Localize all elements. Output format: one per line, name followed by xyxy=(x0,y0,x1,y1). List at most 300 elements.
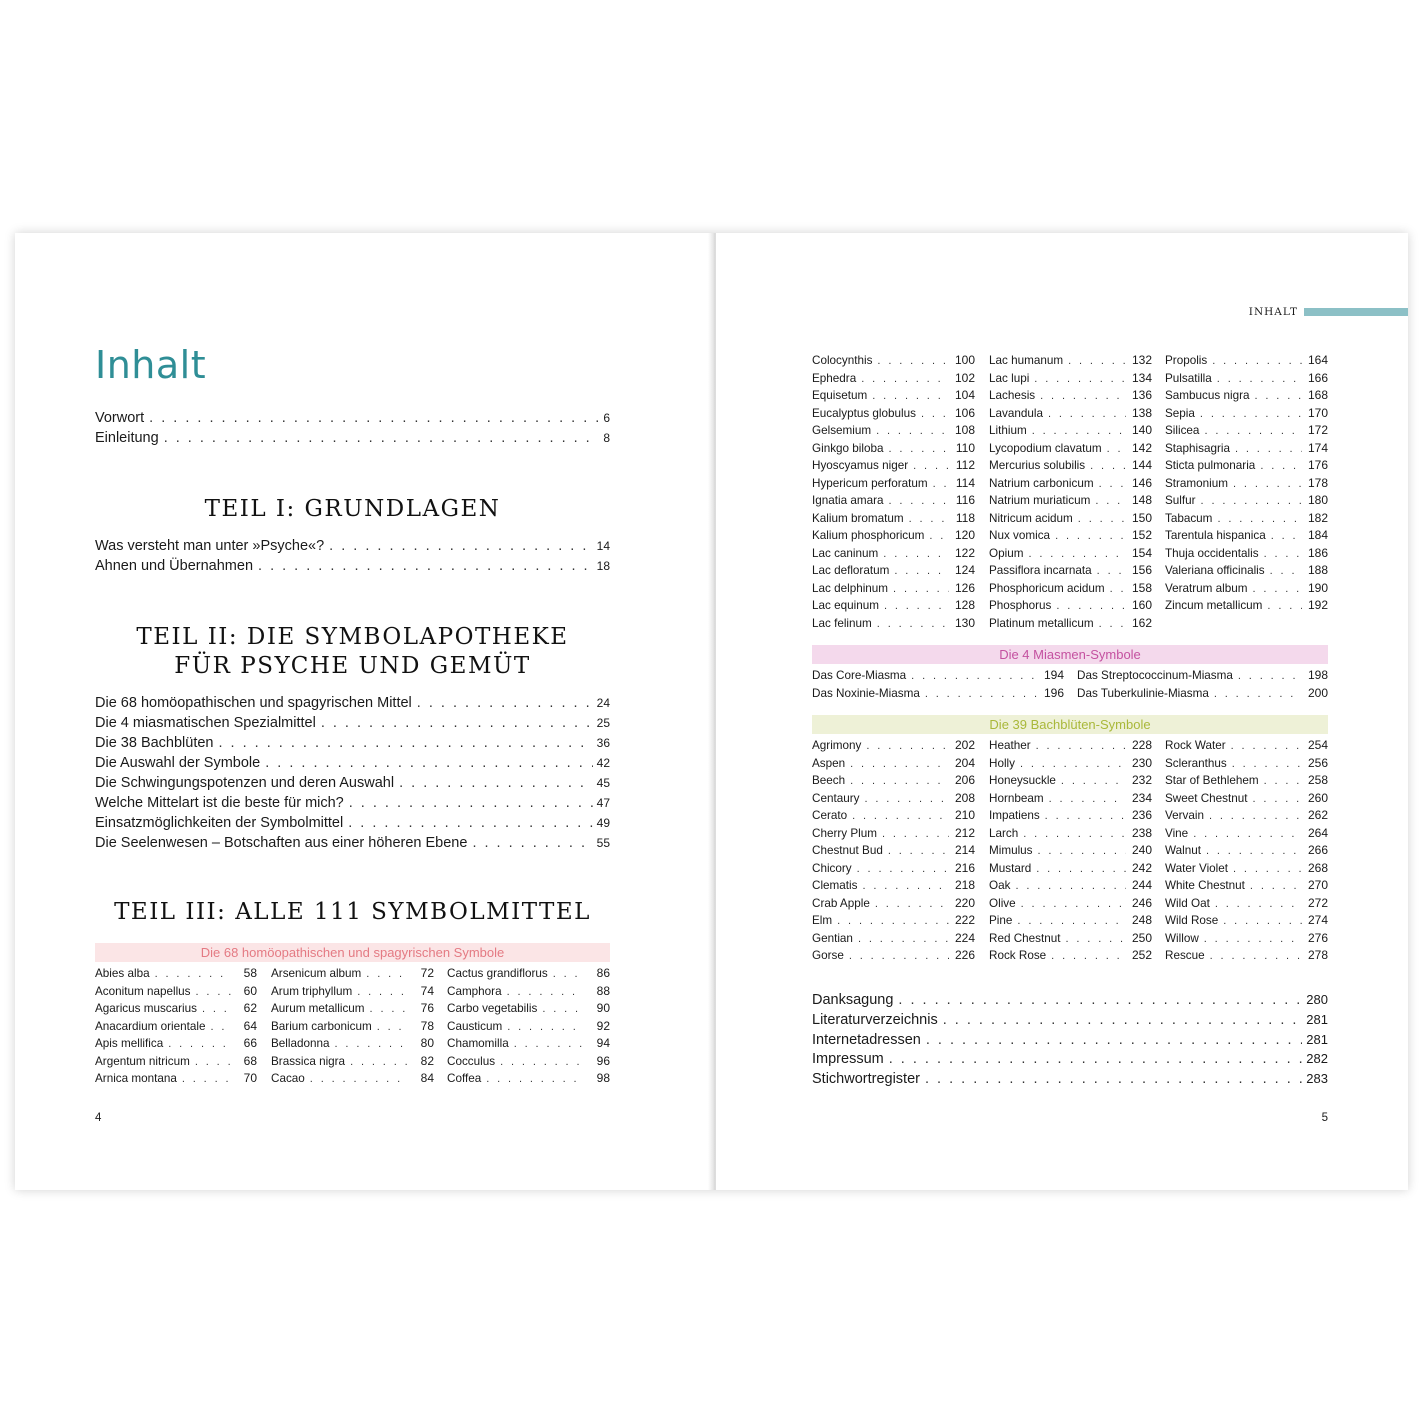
bach-entry[interactable] xyxy=(1165,860,1328,878)
bach-page: 206 xyxy=(954,773,975,787)
remedy-page: 78 xyxy=(420,1018,434,1033)
remedy-page: 176 xyxy=(1307,458,1328,472)
remedy-label: Sulfur xyxy=(1165,494,1196,507)
bach-label: Red Chestnut xyxy=(989,931,1061,945)
toc-entry-page: 18 xyxy=(596,559,610,573)
remedy-entry[interactable] xyxy=(1165,422,1328,440)
toc-entry-page: 47 xyxy=(596,796,610,810)
bach-page: 228 xyxy=(1131,738,1152,752)
toc-entry[interactable] xyxy=(95,813,610,833)
remedy-entry[interactable] xyxy=(447,1035,610,1053)
toc-entry-page: 42 xyxy=(596,756,610,770)
running-head-bar xyxy=(1304,308,1408,316)
bach-label: Aspen xyxy=(812,756,846,770)
bach-entry[interactable] xyxy=(1165,755,1328,773)
remedy-entry[interactable] xyxy=(989,440,1152,458)
remedy-entry[interactable] xyxy=(812,387,975,405)
bach-page: 212 xyxy=(954,825,975,840)
remedy-column xyxy=(95,965,257,1088)
toc-entry[interactable] xyxy=(95,833,610,853)
remedy-label: Arnica montana xyxy=(95,1072,177,1085)
remedy-label: Lac felinum xyxy=(812,616,872,630)
bach-entry[interactable] xyxy=(812,825,975,843)
bach-entry[interactable] xyxy=(812,860,975,878)
bach-entry[interactable] xyxy=(812,842,975,860)
toc-entry-page: 45 xyxy=(596,776,610,790)
remedy-entry[interactable] xyxy=(95,983,257,1001)
remedy-label: Passiflora incarnata xyxy=(989,564,1092,577)
bach-entry[interactable] xyxy=(989,895,1152,913)
bach-page: 226 xyxy=(954,948,975,962)
bach-page: 232 xyxy=(1131,773,1152,787)
bach-label: Heather xyxy=(989,739,1031,752)
remedy-entry[interactable] xyxy=(271,1053,434,1071)
remedy-page: 144 xyxy=(1131,458,1152,472)
remedy-label: Phosphoricum acidum xyxy=(989,581,1105,595)
remedy-entry[interactable] xyxy=(95,1018,257,1036)
remedy-entry[interactable] xyxy=(1165,562,1328,580)
remedy-entry[interactable] xyxy=(812,422,975,440)
remedy-entry[interactable] xyxy=(1165,527,1328,545)
remedy-page: 162 xyxy=(1131,615,1152,630)
bach-page: 250 xyxy=(1131,930,1152,945)
bach-label: Gentian xyxy=(812,931,853,945)
remedy-label: Eucalyptus globulus xyxy=(812,406,916,420)
miasm-entry[interactable] xyxy=(1077,667,1328,685)
bach-label: Vine xyxy=(1165,826,1189,840)
bach-page: 264 xyxy=(1307,825,1328,840)
bach-label: Water Violet xyxy=(1165,861,1229,875)
remedy-label: Pulsatilla xyxy=(1165,371,1212,385)
bach-entry[interactable] xyxy=(812,790,975,808)
bach-page: 238 xyxy=(1131,825,1152,840)
remedy-label: Brassica nigra xyxy=(271,1054,346,1068)
remedy-label: Tarentula hispanica xyxy=(1165,529,1266,542)
toc-entry[interactable] xyxy=(812,1049,1328,1069)
remedy-page: 74 xyxy=(420,983,434,998)
remedy-label: Sambucus nigra xyxy=(1165,389,1250,402)
miasm-column xyxy=(812,667,1064,702)
toc-entry-page: 25 xyxy=(596,716,610,730)
bach-page: 240 xyxy=(1131,843,1152,857)
bach-entry[interactable] xyxy=(812,772,975,790)
remedy-entry[interactable] xyxy=(989,457,1152,475)
remedy-entry[interactable] xyxy=(271,1070,434,1088)
bach-page: 210 xyxy=(954,808,975,822)
book-spread xyxy=(15,233,1408,1190)
remedy-entry[interactable] xyxy=(989,510,1152,528)
remedy-entry[interactable] xyxy=(812,562,975,580)
remedy-entry[interactable] xyxy=(1165,370,1328,388)
bach-entry[interactable] xyxy=(812,877,975,895)
toc-entry-label: Einleitung xyxy=(95,430,159,446)
remedy-entry[interactable] xyxy=(812,545,975,563)
remedy-entry[interactable] xyxy=(989,352,1152,370)
bach-label: Oak xyxy=(989,879,1011,892)
bach-label: Hornbeam xyxy=(989,791,1044,805)
part3-heading: TEIL III: ALLE 111 SYMBOLMITTEL xyxy=(114,899,591,925)
remedy-label: Chamomilla xyxy=(447,1037,509,1050)
remedy-label: Causticum xyxy=(447,1019,503,1033)
remedy-page: 164 xyxy=(1307,353,1328,367)
remedy-label: Colocynthis xyxy=(812,354,873,367)
remedy-entry[interactable] xyxy=(95,1053,257,1071)
bach-entry[interactable] xyxy=(1165,895,1328,913)
remedy-entry[interactable] xyxy=(1165,475,1328,493)
bach-entry[interactable] xyxy=(812,737,975,755)
remedy-page: 58 xyxy=(243,966,257,980)
bach-entry[interactable] xyxy=(812,755,975,773)
remedy-entry[interactable] xyxy=(1165,492,1328,510)
remedy-page: 130 xyxy=(954,615,975,630)
remedy-page: 136 xyxy=(1131,388,1152,402)
bach-entry[interactable] xyxy=(1165,930,1328,948)
remedy-page: 94 xyxy=(596,1036,610,1050)
toc-entry[interactable] xyxy=(812,1030,1328,1050)
remedy-page: 150 xyxy=(1131,510,1152,525)
remedy-label: Argentum nitricum xyxy=(95,1054,190,1068)
bach-entry[interactable] xyxy=(1165,842,1328,860)
bach-page: 236 xyxy=(1131,808,1152,822)
remedy-page: 148 xyxy=(1131,493,1152,507)
bach-entry[interactable] xyxy=(812,930,975,948)
remedy-entry[interactable] xyxy=(812,597,975,615)
bach-page: 266 xyxy=(1307,843,1328,857)
part2-heading xyxy=(95,623,610,681)
bach-page: 270 xyxy=(1307,878,1328,892)
remedy-page: 124 xyxy=(954,563,975,577)
remedy-label: Arum triphyllum xyxy=(271,984,353,998)
bach-entry[interactable] xyxy=(989,790,1152,808)
bach-label: Walnut xyxy=(1165,844,1201,857)
remedy-page: 172 xyxy=(1307,423,1328,437)
miasm-page: 198 xyxy=(1307,668,1328,682)
remedy-entry[interactable] xyxy=(989,615,1152,633)
bach-page: 202 xyxy=(954,738,975,752)
remedy-entry[interactable] xyxy=(447,1070,610,1088)
remedy-page: 80 xyxy=(420,1036,434,1050)
remedy-entry[interactable] xyxy=(447,1000,610,1018)
remedy-page: 134 xyxy=(1131,370,1152,385)
remedy-page: 120 xyxy=(954,528,975,542)
part1-heading: TEIL I: GRUNDLAGEN xyxy=(204,496,501,522)
remedy-entry[interactable] xyxy=(812,440,975,458)
bach-column xyxy=(812,737,975,965)
remedy-entry[interactable] xyxy=(812,492,975,510)
remedy-entry[interactable] xyxy=(271,1000,434,1018)
toc-entry-label: Stichwortregister xyxy=(812,1071,920,1088)
remedy-page: 96 xyxy=(596,1053,610,1068)
toc-entry[interactable] xyxy=(95,753,610,773)
remedy-entry[interactable] xyxy=(989,387,1152,405)
remedy-page: 118 xyxy=(955,510,975,525)
remedy-label: Gelsemium xyxy=(812,424,872,437)
remedy-page: 188 xyxy=(1307,563,1328,577)
bach-page: 258 xyxy=(1307,773,1328,787)
remedy-entry[interactable] xyxy=(989,580,1152,598)
intro-list xyxy=(95,408,610,448)
remedy-page: 184 xyxy=(1307,528,1328,542)
remedy-entry[interactable] xyxy=(271,1035,434,1053)
remedy-entry[interactable] xyxy=(989,405,1152,423)
remedy-page: 122 xyxy=(954,545,975,560)
toc-entry-label: Literaturverzeichnis xyxy=(812,1011,938,1028)
toc-entry[interactable] xyxy=(95,773,610,793)
toc-entry-label: Die Seelenwesen – Botschaften aus einer höheren Ebene xyxy=(95,835,468,851)
bach-page: 274 xyxy=(1307,913,1328,927)
remedy-label: Lac equinum xyxy=(812,599,879,612)
toc-entry-page: 6 xyxy=(603,411,610,425)
miasm-label: Das Noxinie-Miasma xyxy=(812,686,920,700)
remedy-label: Aurum metallicum xyxy=(271,1002,365,1015)
bach-label: Wild Rose xyxy=(1165,914,1219,927)
toc-entry[interactable] xyxy=(95,428,610,448)
bach-entry[interactable] xyxy=(1165,737,1328,755)
remedy-page: 126 xyxy=(954,580,975,595)
miasm-entry[interactable] xyxy=(812,685,1064,703)
bach-entry[interactable] xyxy=(989,807,1152,825)
remedy-entry[interactable] xyxy=(447,983,610,1001)
remedy-page: 86 xyxy=(596,966,610,980)
miasm-page: 194 xyxy=(1043,668,1064,682)
remedy-entry[interactable] xyxy=(271,1018,434,1036)
remedy-page: 82 xyxy=(420,1053,434,1068)
toc-entry-page: 280 xyxy=(1306,992,1328,1007)
remedy-entry[interactable] xyxy=(95,1070,257,1088)
remedy-label: Abies alba xyxy=(95,967,150,980)
remedy-entry[interactable] xyxy=(1165,352,1328,370)
remedy-entry[interactable] xyxy=(812,527,975,545)
remedy-label: Zincum metallicum xyxy=(1165,599,1263,612)
bach-label: Mimulus xyxy=(989,844,1033,857)
remedy-label: Ephedra xyxy=(812,371,857,385)
bach-entry[interactable] xyxy=(1165,912,1328,930)
remedy-entry[interactable] xyxy=(1165,545,1328,563)
toc-entry-label: Die Auswahl der Symbole xyxy=(95,755,261,771)
remedy-entry[interactable] xyxy=(812,352,975,370)
toc-entry[interactable] xyxy=(95,713,610,733)
remedy-column xyxy=(812,352,975,632)
remedy-entry[interactable] xyxy=(1165,580,1328,598)
remedy-entry[interactable] xyxy=(989,527,1152,545)
remedy-entry[interactable] xyxy=(812,370,975,388)
remedy-label: Lac delphinum xyxy=(812,581,889,595)
bach-entry[interactable] xyxy=(1165,772,1328,790)
remedy-entry[interactable] xyxy=(812,510,975,528)
bach-page: 214 xyxy=(954,843,975,857)
remedy-entry[interactable] xyxy=(1165,457,1328,475)
toc-entry[interactable] xyxy=(812,1069,1328,1089)
bach-page: 208 xyxy=(954,790,975,805)
remedy-column xyxy=(989,352,1152,632)
remedy-label: Thuja occidentalis xyxy=(1165,546,1259,560)
bach-page: 218 xyxy=(954,878,975,892)
miasm-band: Die 4 Miasmen-Symbole xyxy=(812,645,1328,664)
bach-entry[interactable] xyxy=(989,825,1152,843)
remedy-entry[interactable] xyxy=(812,475,975,493)
bach-entry[interactable] xyxy=(812,807,975,825)
remedy-page: 66 xyxy=(243,1036,257,1050)
remedy-page: 180 xyxy=(1307,493,1328,507)
bach-label: Pine xyxy=(989,914,1013,927)
bach-entry[interactable] xyxy=(1165,825,1328,843)
remedy-column xyxy=(447,965,610,1088)
bach-entry[interactable] xyxy=(989,860,1152,878)
remedy-entry[interactable] xyxy=(95,1035,257,1053)
bach-entry[interactable] xyxy=(1165,807,1328,825)
remedy-entry[interactable] xyxy=(447,1018,610,1036)
page-number-right: 5 xyxy=(1321,1112,1328,1124)
remedy-label: Lithium xyxy=(989,424,1027,437)
toc-entry-page: 281 xyxy=(1306,1031,1328,1047)
remedy-label: Sepia xyxy=(1165,406,1195,420)
remedy-entry[interactable] xyxy=(95,1000,257,1018)
bach-entry[interactable] xyxy=(812,912,975,930)
remedy-entry[interactable] xyxy=(989,492,1152,510)
remedy-entry[interactable] xyxy=(989,370,1152,388)
remedy-label: Hypericum perforatum xyxy=(812,476,928,490)
toc-entry-label: Internetadressen xyxy=(812,1031,921,1048)
remedy-label: Valeriana officinalis xyxy=(1165,564,1265,577)
remedy-page: 190 xyxy=(1307,580,1328,595)
remedy-page: 166 xyxy=(1307,370,1328,385)
right-page xyxy=(716,233,1408,1190)
remedy-entry[interactable] xyxy=(812,580,975,598)
miasm-page: 200 xyxy=(1307,685,1328,700)
toc-entry-label: Die Schwingungspotenzen und deren Auswahl xyxy=(95,775,395,791)
miasm-column xyxy=(1077,667,1328,702)
miasm-label: Das Streptococcinum-Miasma xyxy=(1077,669,1233,682)
remedy-entry[interactable] xyxy=(989,422,1152,440)
bach-label: Willow xyxy=(1165,931,1199,945)
bach-entry[interactable] xyxy=(1165,877,1328,895)
toc-entry[interactable] xyxy=(95,536,610,556)
bach-entry[interactable] xyxy=(989,930,1152,948)
miasm-label: Das Tuberkulinie-Miasma xyxy=(1077,686,1209,700)
remedy-page: 116 xyxy=(955,493,975,507)
remedy-entry[interactable] xyxy=(1165,405,1328,423)
remedy-entry[interactable] xyxy=(812,405,975,423)
miasm-label: Das Core-Miasma xyxy=(812,669,907,682)
remedy-entry[interactable] xyxy=(95,965,257,983)
remedy-page: 64 xyxy=(243,1018,257,1033)
remedy-entry[interactable] xyxy=(1165,440,1328,458)
remedy-entry[interactable] xyxy=(271,965,434,983)
remedy-entry[interactable] xyxy=(1165,387,1328,405)
bach-entry[interactable] xyxy=(989,772,1152,790)
toc-entry[interactable] xyxy=(95,793,610,813)
toc-entry[interactable] xyxy=(95,556,610,576)
bach-entry[interactable] xyxy=(1165,947,1328,965)
remedy-page: 156 xyxy=(1131,563,1152,577)
bach-page: 254 xyxy=(1307,738,1328,752)
toc-entry-label: Vorwort xyxy=(95,410,145,426)
remedy-label: Ginkgo biloba xyxy=(812,441,884,455)
bach-entry[interactable] xyxy=(989,947,1152,965)
remedy-page: 168 xyxy=(1307,388,1328,402)
remedy-entry[interactable] xyxy=(812,457,975,475)
toc-entry[interactable] xyxy=(95,733,610,753)
bach-entry[interactable] xyxy=(1165,790,1328,808)
remedy-entry[interactable] xyxy=(447,1053,610,1071)
remedy-page: 104 xyxy=(954,388,975,402)
toc-entry-label: Welche Mittelart ist die beste für mich? xyxy=(95,795,344,811)
remedy-label: Staphisagria xyxy=(1165,441,1230,455)
remedy-entry[interactable] xyxy=(989,597,1152,615)
bach-page: 220 xyxy=(954,895,975,910)
bach-label: Rescue xyxy=(1165,949,1205,962)
bach-label: Honeysuckle xyxy=(989,774,1056,787)
bach-label: Chestnut Bud xyxy=(812,844,883,857)
bach-label: Scleranthus xyxy=(1165,756,1227,770)
remedy-page: 186 xyxy=(1307,545,1328,560)
toc-entry-page: 283 xyxy=(1306,1071,1328,1087)
remedy-page: 70 xyxy=(243,1071,257,1085)
remedy-label: Lavandula xyxy=(989,406,1043,420)
miasm-entry[interactable] xyxy=(812,667,1064,685)
remedy-label: Apis mellifica xyxy=(95,1037,164,1050)
toc-entry[interactable] xyxy=(95,693,610,713)
bach-entry[interactable] xyxy=(812,947,975,965)
remedy-page: 90 xyxy=(596,1001,610,1015)
remedy-label: Propolis xyxy=(1165,354,1208,367)
remedy-page: 60 xyxy=(243,983,257,998)
remedy-label: Barium carbonicum xyxy=(271,1019,372,1033)
bach-page: 244 xyxy=(1131,878,1152,892)
remedy-entry[interactable] xyxy=(271,983,434,1001)
remedy-page: 98 xyxy=(596,1071,610,1085)
remedy-entry[interactable] xyxy=(989,545,1152,563)
remedy-label: Cactus grandiflorus xyxy=(447,967,548,980)
end-matter-list xyxy=(812,990,1328,1089)
bach-label: Wild Oat xyxy=(1165,896,1210,910)
toc-entry-page: 282 xyxy=(1306,1051,1328,1067)
remedy-entry[interactable] xyxy=(1165,597,1328,615)
part1-list xyxy=(95,536,610,576)
bach-page: 204 xyxy=(954,755,975,770)
toc-entry[interactable] xyxy=(812,990,1328,1010)
bach-entry[interactable] xyxy=(989,912,1152,930)
remedy-page: 88 xyxy=(596,983,610,998)
remedy-entry[interactable] xyxy=(989,475,1152,493)
bach-entry[interactable] xyxy=(989,755,1152,773)
remedy-label: Lac caninum xyxy=(812,546,879,560)
remedy-entry[interactable] xyxy=(447,965,610,983)
bach-entry[interactable] xyxy=(989,877,1152,895)
remedy-page: 192 xyxy=(1307,598,1328,612)
bach-entry[interactable] xyxy=(989,842,1152,860)
toc-entry-label: Impressum xyxy=(812,1051,884,1068)
remedy-entry[interactable] xyxy=(989,562,1152,580)
remedy-page: 106 xyxy=(954,405,975,420)
bach-page: 246 xyxy=(1131,895,1152,910)
toc-entry[interactable] xyxy=(812,1010,1328,1030)
remedy-label: Lac lupi xyxy=(989,371,1030,385)
remedy-page: 158 xyxy=(1131,580,1152,595)
remedy-entry[interactable] xyxy=(1165,510,1328,528)
bach-entry[interactable] xyxy=(812,895,975,913)
remedy-label: Arsenicum album xyxy=(271,967,362,980)
remedy-page: 62 xyxy=(243,1001,257,1015)
remedy-page: 128 xyxy=(954,598,975,612)
remedy-page: 102 xyxy=(954,370,975,385)
remedy-entry[interactable] xyxy=(812,615,975,633)
toc-entry-page: 281 xyxy=(1306,1011,1328,1027)
toc-entry[interactable] xyxy=(95,408,610,428)
homeopathic-band: Die 68 homöopathischen und spagyrischen Symbole xyxy=(95,943,610,962)
miasm-entry[interactable] xyxy=(1077,685,1328,703)
bach-entry[interactable] xyxy=(989,737,1152,755)
